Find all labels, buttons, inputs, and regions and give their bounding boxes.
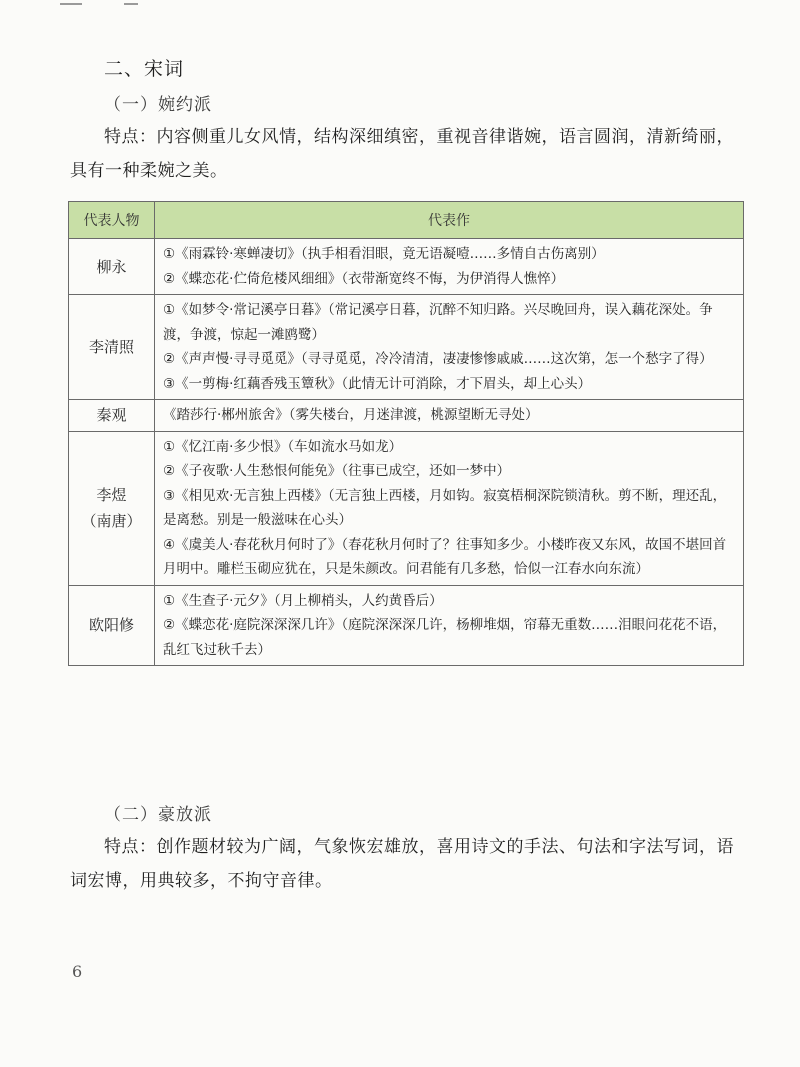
author-cell: [69, 400, 155, 432]
work-item: ①《如梦令·常记溪亭日暮》（常记溪亭日暮，沉醉不知归路。兴尽晚回舟，误入藕花深处。争渡，争渡，惊起一滩鸥鹭）: [163, 302, 713, 343]
work-item: ③《相见欢·无言独上西楼》（无言独上西楼，月如钩。寂寞梧桐深院锁清秋。剪不断，理还乱，是离愁。别是一般滋味在心头）: [163, 487, 727, 528]
author-name: 李煜: [96, 486, 127, 504]
work-item: ②《蝶恋花·伫倚危楼风细细》（衣带渐宽终不悔，为伊消得人憔悴）: [163, 270, 565, 287]
table-row: [69, 585, 744, 666]
subsection-title-wanyue: （一）婉约派: [104, 95, 212, 115]
feature-paragraph-wanyue: 特点：内容侧重儿女风情，结构深细缜密，重视音律谐婉，语言圆润，清新绮丽，具有一种柔婉之美。: [70, 127, 734, 181]
author-name: 李清照: [88, 338, 134, 356]
author-cell: [69, 431, 155, 585]
works-cell: [155, 400, 744, 432]
works-cell: [155, 239, 744, 295]
works-cell: [155, 585, 744, 666]
subsection-title-haofang: （二）豪放派: [104, 805, 212, 825]
work-item: ③《一剪梅·红藕香残玉簟秋》（此情无计可消除，才下眉头，却上心头）: [163, 375, 592, 392]
table-header-row: [69, 202, 744, 239]
header-works: 代表作: [155, 202, 744, 239]
feature-paragraph-haofang: 特点：创作题材较为广阔，气象恢宏雄放，喜用诗文的手法、句法和字法写词，语词宏博，用典较多，不拘守音律。: [70, 837, 734, 891]
work-item: ①《生查子·元夕》（月上柳梢头，人约黄昏后）: [163, 592, 443, 609]
author-dynasty: （南唐）: [81, 512, 142, 530]
work-item: ①《雨霖铃·寒蝉凄切》（执手相看泪眼，竟无语凝噎……多情自古伤离别）: [163, 246, 605, 262]
work-item: ②《蝶恋花·庭院深深深几许》（庭院深深深几许，杨柳堆烟，帘幕无重数……泪眼问花花不语，乱红飞过秋千去）: [163, 617, 727, 658]
author-name: 柳永: [96, 257, 127, 276]
work-item: 《踏莎行·郴州旅舍》（雾失楼台，月迷津渡，桃源望断无寻处）: [163, 407, 539, 423]
work-item: ②《声声慢·寻寻觅觅》（寻寻觅觅，冷冷清清，凄凄惨惨戚戚……这次第，怎一个愁字了得）: [163, 351, 713, 367]
scan-edge-marks: [60, 0, 150, 10]
work-item: ②《子夜歌·人生愁恨何能免》（往事已成空，还如一梦中）: [163, 463, 511, 479]
author-name: 秦观: [96, 406, 127, 425]
page-number: 6: [72, 962, 83, 981]
work-item: ④《虞美人·春花秋月何时了》（春花秋月何时了？往事知多少。小楼昨夜又东风，故国不堪回首月明中。雕栏玉砌应犹在，只是朱颜改。问君能有几多愁，恰似一江春水向东流）: [163, 536, 727, 577]
author-cell: [69, 585, 155, 666]
representative-works-table: [68, 201, 744, 666]
author-name: 欧阳修: [88, 616, 134, 635]
table-row: [69, 431, 744, 585]
header-author: 代表人物: [69, 202, 155, 239]
works-cell: [155, 431, 744, 585]
work-item: ①《忆江南·多少恨》（车如流水马如龙）: [163, 438, 403, 455]
author-cell: [69, 239, 155, 295]
table-row: [69, 295, 744, 400]
table-row: [69, 239, 744, 295]
section-heading: 二、宋词: [104, 58, 185, 80]
author-cell: [69, 295, 155, 400]
works-cell: [155, 295, 744, 400]
table-row: [69, 400, 744, 432]
